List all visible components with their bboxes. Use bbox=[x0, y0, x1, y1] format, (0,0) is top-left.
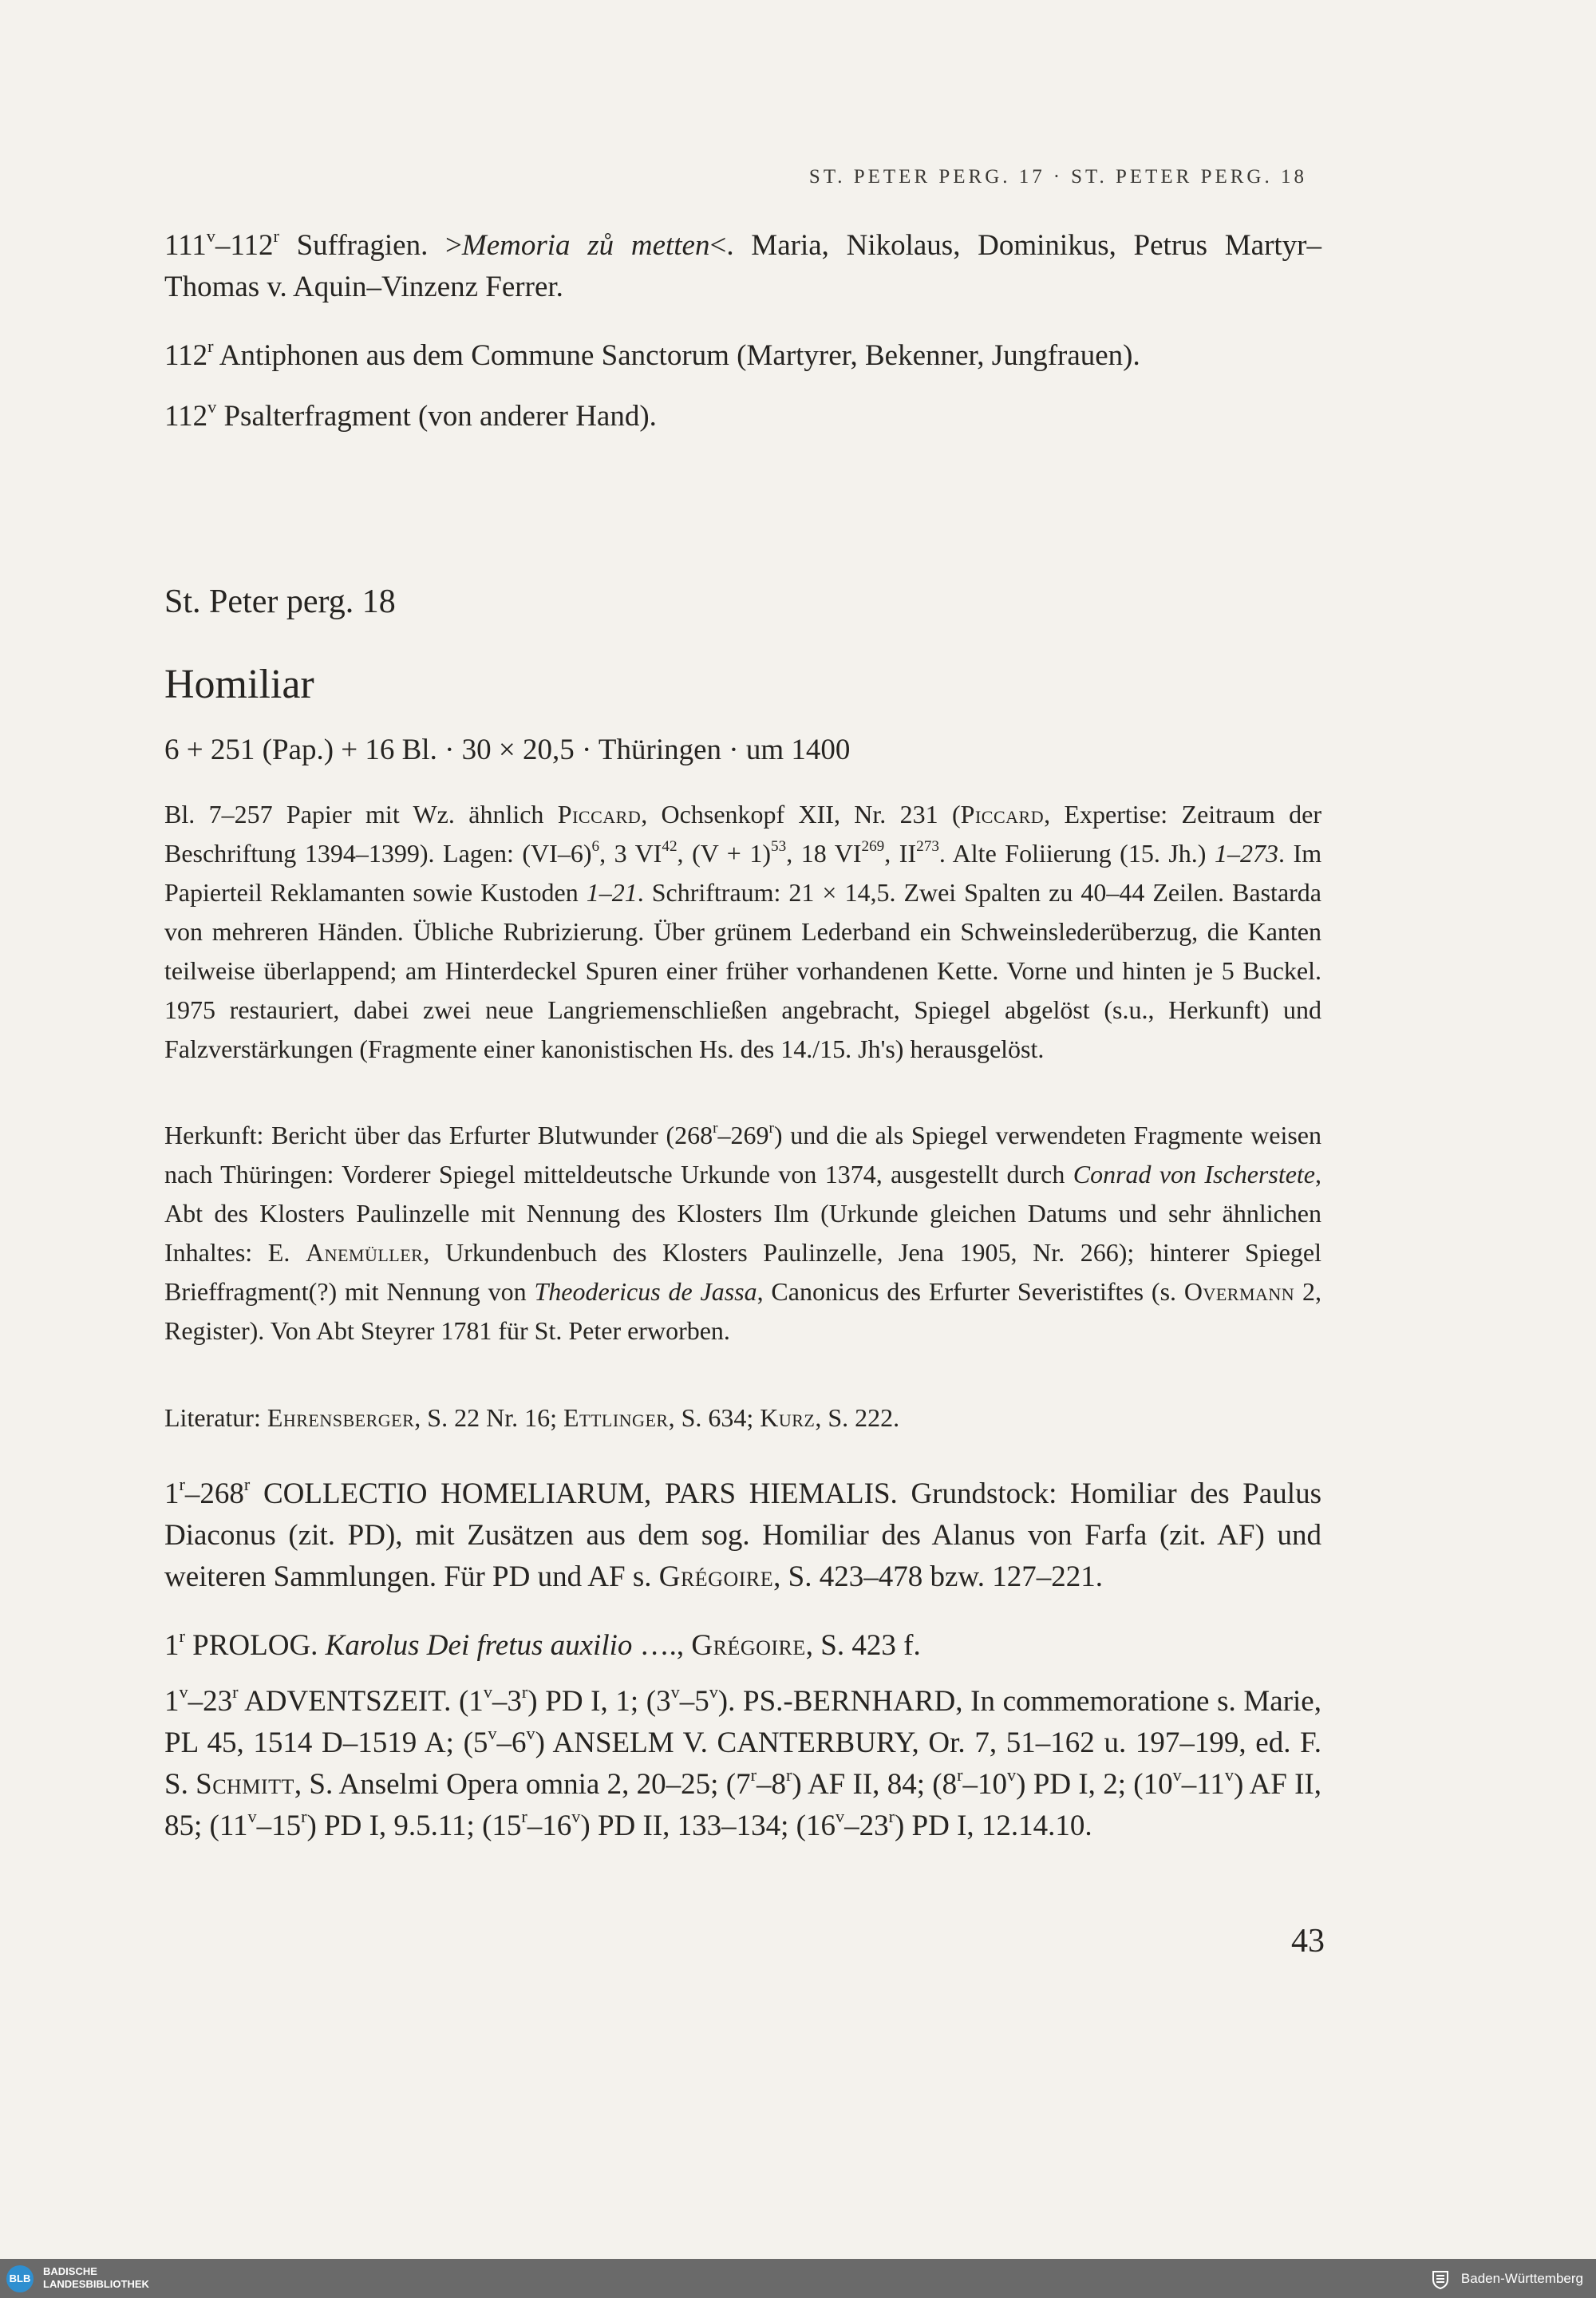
blb-logo[interactable]: BLB bbox=[6, 2265, 34, 2292]
coat-of-arms-icon bbox=[1428, 2267, 1452, 2291]
running-head bbox=[809, 166, 1307, 188]
state-name[interactable]: Baden-Württemberg bbox=[1460, 2271, 1583, 2286]
intro-paragraph-1: 111$^v$–112$^r$ Suffragien. >Memoria zů metten<. Maria, Nikolaus, Dominikus, Petrus Martyr–Thomas v. Aquin–Vinzenz Ferrer. bbox=[164, 226, 1321, 303]
description-paragraph: Bl. 7–257 Papier mit Wz. ähnlich Piccard, Ochsenkopf XII, Nr. 231 (Piccard, Expertise: Zeitraum der Beschriftung 1394–1399). Lagen: $(VI-6)^6$, 3 VI$^{42}$, $(V + 1)^{53}$, 18 VI$^{269}$, II$^{273}$. Alte Foliierung (15. Jh.) 1–273. Im Papierteil Reklamanten sowie Kustoden 1–21. Schriftraum: 21 × 14,5. Zwei Spalten zu 40–44 Zeilen. Bastarda von mehreren Händen. Übliche Rubrizierung. Über grünem Lederband ein Schweinslederüberzug, die Kanten teilweise überlappend; am Hinterdeckel Spuren einer früher vorhandenen Kette. Vorne und hinten je 5 Buckel. 1975 restauriert, dabei zwei neue Langriemenschließen angebracht, Spiegel abgelöst (s.u., Herkunft) und Falzverstärkungen (Fragmente einer kanonistischen Hs. des 14./15. Jh's) herausgelöst. bbox=[164, 800, 1322, 1063]
provenance-paragraph: Herkunft: Bericht über das Erfurter Blutwunder (268$^r$–269$^r$) und die als Spiegel verwendeten Fragmente weisen nach Thüringen: Vorderer Spiegel mitteldeutsche Urkunde von 1374, ausgestellt durch Conrad von Ischerstete, Abt des Klosters Paulinzelle mit Nennung des Klosters Ilm (Urkunde gleichen Datums und sehr ähnlichen Inhaltes: E. Anemüller, Urkundenbuch des Klosters Paulinzelle, Jena 1905, Nr. 266); hinterer Spiegel Brieffragment(?) mit Nennung von Theodericus de Jassa, Canonicus des Erfurter Severistiftes (s. Overmann 2, Register). Von Abt Steyrer 1781 für St. Peter erworben. bbox=[164, 1120, 1322, 1345]
intro-paragraph-2: 112$^r$ Antiphonen aus dem Commune Sanctorum (Martyrer, Bekenner, Jungfrauen). bbox=[164, 336, 1140, 372]
running-head-separator: · bbox=[1053, 166, 1064, 188]
intro-paragraph-3: 112$^v$ Psalterfragment (von anderer Hand). bbox=[164, 397, 657, 433]
library-name[interactable]: BADISCHE LANDESBIBLIOTHEK bbox=[43, 2265, 149, 2290]
running-head-right: ST. PETER PERG. 18 bbox=[1071, 166, 1307, 188]
page-number: 43 bbox=[1291, 1923, 1325, 1960]
footer-bar bbox=[0, 2259, 1596, 2298]
running-head-left: ST. PETER PERG. 17 bbox=[808, 166, 1045, 188]
entry-title: Homiliar bbox=[164, 662, 314, 707]
contents-collectio: 1$^r$–268$^r$ COLLECTIO HOMELIARUM, PARS HIEMALIS. Grundstock: Homiliar des Paulus Diaconus (zit. PD), mit Zusätzen aus dem sog. Homiliar des Alanus von Farfa (zit. AF) und weiteren Sammlungen. Für PD und AF s. Grégoire, S. 423–478 bzw. 127–221. bbox=[164, 1474, 1321, 1593]
contents-prolog: 1$^r$ PROLOG. Karolus Dei fretus auxilio …., Grégoire, S. 423 f. bbox=[164, 1626, 921, 1662]
literature-line: Literatur: Ehrensberger, S. 22 Nr. 16; Ettlinger, S. 634; Kurz, S. 222. bbox=[164, 1403, 900, 1432]
entry-specs: 6 + 251 (Pap.) + 16 Bl. · 30 × 20,5 · Thüringen · um 1400 bbox=[164, 734, 851, 766]
contents-adventszeit: 1$^v$–23$^r$ ADVENTSZEIT. (1$^v$–3$^r$) PD I, 1; (3$^v$–5$^v$). PS.-BERNHARD, In commemoratione s. Marie, PL 45, 1514 D–1519 A; (5$^v$–6$^v$) ANSELM V. CANTERBURY, Or. 7, 51–162 u. 197–199, ed. F. S. Schmitt, S. Anselmi Opera omnia 2, 20–25; (7$^r$–8$^r$) AF II, 84; (8$^r$–10$^v$) PD I, 2; (10$^v$–11$^v$) AF II, 85; (11$^v$–15$^r$) PD I, 9.5.11; (15$^r$–16$^v$) PD II, 133–134; (16$^v$–23$^r$) PD I, 12.14.10. bbox=[164, 1682, 1321, 1842]
coat-of-arms-svg bbox=[1428, 2267, 1452, 2291]
entry-signature: St. Peter perg. 18 bbox=[164, 583, 396, 620]
